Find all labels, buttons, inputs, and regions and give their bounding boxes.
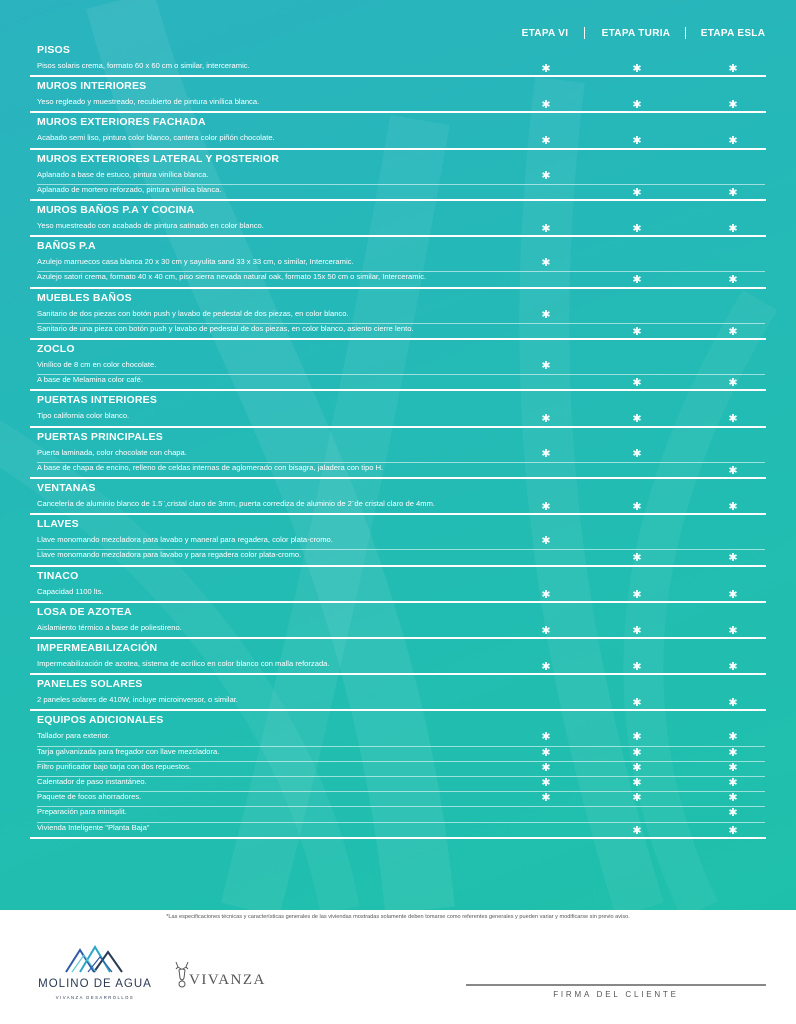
star-mark-icon: ✱ [541, 99, 551, 112]
spec-row-text: Vinílico de 8 cm en color chocolate. [37, 360, 157, 369]
molino-de-agua-logo [30, 944, 160, 1006]
section-divider [30, 235, 766, 237]
star-mark-icon: ✱ [632, 274, 642, 287]
star-mark-icon: ✱ [728, 792, 738, 805]
star-mark-icon: ✱ [541, 746, 551, 759]
star-mark-icon: ✱ [632, 731, 642, 744]
spec-row-text: Yeso muestreado con acabado de pintura satinado en color blanco. [37, 221, 264, 230]
section-divider [30, 601, 766, 603]
section-title: IMPERMEABILIZACIÓN [37, 642, 158, 654]
star-mark-icon: ✱ [632, 552, 642, 565]
section-title: VENTANAS [37, 482, 96, 494]
star-mark-icon: ✱ [728, 464, 738, 477]
star-mark-icon: ✱ [632, 501, 642, 513]
spec-row-text: Azulejo satori crema, formato 40 x 40 cm, piso sierra nevada natural oak, formato 15x 50 cm o similar, Interceramic. [37, 272, 427, 282]
star-mark-icon: ✱ [541, 761, 551, 774]
star-mark-icon: ✱ [728, 624, 738, 637]
section-divider [30, 199, 766, 201]
star-mark-icon: ✱ [541, 308, 551, 321]
column-header-etapa-esla: ETAPA ESLA [700, 28, 766, 39]
section-title: MUROS INTERIORES [37, 80, 147, 93]
star-mark-icon: ✱ [728, 377, 738, 390]
star-mark-icon: ✱ [728, 552, 738, 565]
star-mark-icon: ✱ [541, 535, 551, 548]
star-mark-icon: ✱ [632, 413, 642, 426]
spec-row-text: Cancelería de aluminio blanco de 1.5¨,cristal claro de 3mm, puerta corrediza de aluminio de 2¨de cristal claro de 4mm. [37, 499, 436, 508]
spec-row-text: Calentador de paso instantáneo. [37, 777, 147, 786]
star-mark-icon: ✱ [728, 325, 738, 338]
star-mark-icon: ✱ [632, 223, 642, 235]
section-title: PUERTAS PRINCIPALES [37, 430, 163, 443]
star-mark-icon: ✱ [632, 325, 642, 338]
star-mark-icon: ✱ [541, 169, 551, 182]
spec-row-text: Acabado semi liso, pintura color blanco, cantera color piñón chocolate. [37, 133, 275, 143]
star-mark-icon: ✱ [541, 588, 551, 601]
star-mark-icon: ✱ [728, 223, 738, 235]
star-mark-icon: ✱ [632, 135, 642, 148]
star-mark-icon: ✱ [728, 824, 738, 837]
spec-row-text: Azulejo marruecos casa blanca 20 x 30 cm y sayulita sand 33 x 33 cm, o similar, Interceramic. [37, 257, 354, 267]
star-mark-icon: ✱ [728, 186, 738, 199]
star-mark-icon: ✱ [632, 777, 642, 789]
star-mark-icon: ✱ [728, 501, 738, 513]
star-mark-icon: ✱ [541, 792, 551, 805]
star-mark-icon: ✱ [728, 746, 738, 759]
spec-row-text: Llave monomando mezcladora para lavabo y para regadera color plata-cromo. [37, 550, 302, 560]
star-mark-icon: ✱ [632, 186, 642, 199]
spec-row-text: Preparación para minisplit. [37, 807, 127, 817]
column-separator [584, 27, 585, 39]
section-divider [30, 148, 766, 150]
star-mark-icon: ✱ [728, 807, 738, 820]
star-mark-icon: ✱ [541, 63, 551, 75]
section-divider [30, 75, 766, 77]
spec-row-text: Aislamiento térmico a base de poliestireno. [37, 622, 182, 632]
spec-row-text: Pisos solaris crema, formato 60 x 60 cm o similar, interceramic. [37, 61, 250, 70]
star-mark-icon: ✱ [632, 63, 642, 75]
spec-row-text: Filtro purificador bajo tarja con dos repuestos. [37, 761, 192, 771]
star-mark-icon: ✱ [728, 661, 738, 673]
section-title: PUERTAS INTERIORES [37, 394, 158, 407]
spec-row-text: Tarja galvanizada para fregador con llave mezcladora. [37, 746, 220, 756]
star-mark-icon: ✱ [728, 274, 738, 287]
spec-row-text: A base de Melamina color café. [37, 375, 143, 385]
star-mark-icon: ✱ [728, 697, 738, 710]
section-title: BAÑOS P.A [37, 240, 96, 253]
spec-row-text: Capacidad 1100 lts. [37, 586, 104, 596]
water-wave-logo-icon [60, 944, 130, 974]
star-mark-icon: ✱ [632, 588, 642, 601]
section-title: EQUIPOS ADICIONALES [37, 714, 164, 727]
spec-row-text: Sanitario de dos piezas con botón push y lavabo de pedestal de dos piezas, en color blanco. [37, 308, 349, 318]
star-mark-icon: ✱ [728, 99, 738, 112]
star-mark-icon: ✱ [632, 377, 642, 390]
row-divider [37, 374, 765, 375]
star-mark-icon: ✱ [541, 447, 551, 460]
section-divider [30, 389, 766, 391]
star-mark-icon: ✱ [632, 447, 642, 460]
spec-row-text: Yeso regleado y muestreado, recubierto de pintura vinílica blanca. [37, 97, 260, 107]
section-divider [30, 477, 766, 479]
section-divider [30, 338, 766, 340]
section-divider [30, 287, 766, 289]
section-title: PANELES SOLARES [37, 678, 143, 691]
star-mark-icon: ✱ [632, 661, 642, 673]
column-header-etapa-vi: ETAPA VI [521, 28, 569, 39]
section-divider [30, 673, 766, 675]
spec-row-text: Llave monomando mezcladora para lavabo y maneral para regadera, color plata-cromo. [37, 535, 333, 545]
star-mark-icon: ✱ [541, 135, 551, 148]
vivanza-logo [172, 960, 272, 1000]
section-title: MUROS BAÑOS P.A Y COCINA [37, 204, 195, 216]
star-mark-icon: ✱ [632, 624, 642, 637]
section-divider [30, 426, 766, 428]
section-title: MUROS EXTERIORES FACHADA [37, 116, 206, 129]
star-mark-icon: ✱ [632, 761, 642, 774]
star-mark-icon: ✱ [541, 257, 551, 270]
spec-row-text: Sanitario de una pieza con botón push y lavabo de pedestal de dos piezas, en color blanco, asiento cierre lento. [37, 323, 414, 333]
star-mark-icon: ✱ [541, 777, 551, 789]
star-mark-icon: ✱ [541, 731, 551, 744]
section-title: TINACO [37, 569, 79, 582]
star-mark-icon: ✱ [728, 761, 738, 774]
section-title: ZOCLO [37, 343, 75, 355]
spec-row-text: A base de chapa de encino, relleno de celdas internas de aglomerado con bisagra, jaladera con tipo H. [37, 462, 384, 472]
disclaimer-note: *Las especificaciones técnicas y características generales de las viviendas mostradas solamente deben tomarse como referentes generales y pueden variar y modificarse sin previo aviso. [166, 914, 630, 920]
section-title: MUEBLES BAÑOS [37, 291, 132, 304]
molino-logo-subtitle: VIVANZA DESARROLLOS [55, 995, 135, 1000]
spec-row-text: Tipo california color blanco. [37, 411, 130, 421]
spec-row-text: 2 paneles solares de 410W, incluye microinversor, o similar. [37, 695, 238, 705]
star-mark-icon: ✱ [728, 63, 738, 75]
star-mark-icon: ✱ [541, 360, 551, 372]
star-mark-icon: ✱ [541, 501, 551, 513]
section-divider [30, 837, 766, 839]
section-title: MUROS EXTERIORES LATERAL Y POSTERIOR [37, 152, 280, 165]
spec-row-text: Paquete de focos ahorradores. [37, 792, 142, 802]
section-divider [30, 637, 766, 639]
star-mark-icon: ✱ [632, 746, 642, 759]
section-title: LLAVES [37, 518, 79, 531]
star-mark-icon: ✱ [632, 697, 642, 710]
molino-logo-name: MOLINO DE AGUA [38, 978, 152, 990]
star-mark-icon: ✱ [632, 792, 642, 805]
section-title: LOSA DE AZOTEA [37, 605, 132, 618]
spec-row-text: Impermeabilización de azotea, sistema de acrílico en color blanco con malla reforzada. [37, 659, 330, 668]
star-mark-icon: ✱ [541, 661, 551, 673]
section-divider [30, 709, 766, 711]
spec-row-text: Aplanado de mortero reforzado, pintura vinílica blanca. [37, 184, 222, 194]
spec-row-text: Vivienda Inteligente "Planta Baja" [37, 822, 150, 832]
star-mark-icon: ✱ [632, 824, 642, 837]
star-mark-icon: ✱ [728, 777, 738, 789]
section-divider [30, 111, 766, 113]
star-mark-icon: ✱ [632, 99, 642, 112]
row-divider [37, 806, 765, 807]
spec-row-text: Aplanado a base de estuco, pintura vinílica blanca. [37, 169, 209, 179]
section-divider [30, 565, 766, 567]
star-mark-icon: ✱ [541, 624, 551, 637]
vivanza-logo-name: VIVANZA [189, 972, 266, 988]
spec-row-text: Tallador para exterior. [37, 731, 111, 741]
section-divider [30, 513, 766, 515]
star-mark-icon: ✱ [728, 588, 738, 601]
column-header-etapa-turia: ETAPA TURIA [601, 28, 671, 39]
spec-row-text: Puerta laminada, color chocolate con chapa. [37, 447, 187, 457]
star-mark-icon: ✱ [728, 731, 738, 744]
column-separator [685, 27, 686, 39]
signature-label: FIRMA DEL CLIENTE [553, 990, 679, 999]
signature-line [466, 984, 766, 986]
star-mark-icon: ✱ [541, 223, 551, 235]
star-mark-icon: ✱ [728, 413, 738, 426]
row-divider [37, 791, 765, 792]
star-mark-icon: ✱ [728, 135, 738, 148]
star-mark-icon: ✱ [541, 413, 551, 426]
section-title: PISOS [37, 44, 71, 56]
